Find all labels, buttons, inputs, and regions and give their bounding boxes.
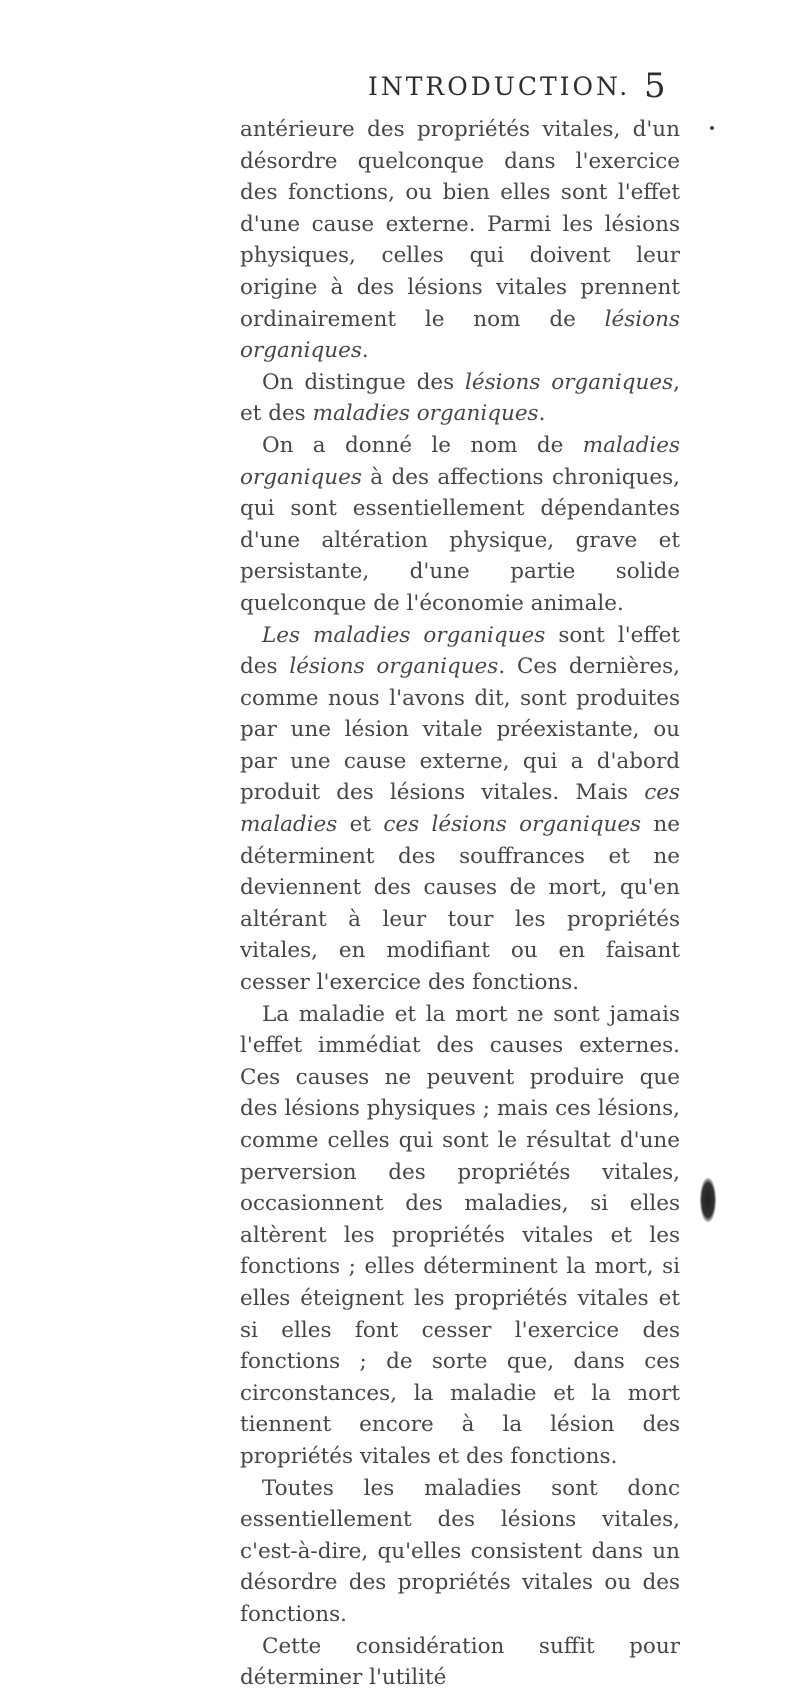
- italic-term: maladies organiques: [240, 432, 680, 490]
- page-header: [0, 68, 801, 108]
- text-run: On distingue des: [262, 369, 466, 395]
- italic-term: lésions organiques: [465, 369, 674, 395]
- text-run: antérieure des propriétés vitales, d'un désordre quelconque dans l'exercice des fonctions, ou bien elles sont l'effet d'une cause externe. Parmi les lésions physiques, celles qui doivent leur origine à des lésions vitales prennent ordinairement le nom de: [240, 117, 680, 332]
- text-run: La maladie et la mort ne sont jamais l'effet immédiat des causes externes. Ces causes ne peuvent produire que des lésions physiques ; mais ces lésions, comme celles qui sont le résultat d'une perversion des propriétés vitales, occasionnent des maladies, si elles altèrent les propriétés vitales et les fonctions ; elles déterminent la mort, si elles éteignent les propriétés vitales et si elles font cesser l'exercice des fonctions ; de sorte que, dans ces circonstances, la maladie et la mort tiennent encore à la lésion des propriétés vitales et des fonctions.: [240, 1001, 680, 1469]
- text-run: , et des: [240, 369, 680, 427]
- paragraph: [240, 1473, 680, 1631]
- italic-term: lésions organiques: [289, 654, 499, 680]
- italic-term: lésions organiques: [240, 306, 680, 364]
- body-text: [240, 114, 680, 1694]
- text-run: On a donné le nom de: [262, 432, 583, 458]
- text-run: .: [361, 338, 369, 364]
- italic-term: ces lésions organiques: [383, 812, 642, 838]
- paragraph: [240, 367, 680, 430]
- text-run: Toutes les maladies sont donc essentiellement des lésions vitales, c'est-à-dire, qu'elles consistent dans un désordre des propriétés vitales ou des fonctions.: [240, 1475, 680, 1627]
- paragraph: [240, 1631, 680, 1694]
- text-run: . Ces dernières, comme nous l'avons dit, sont produites par une lésion vitale préexistante, ou par une cause externe, qui a d'abord produit des lésions vitales. Mais: [240, 654, 681, 806]
- running-head: INTRODUCTION.: [368, 72, 631, 101]
- paragraph: [240, 430, 680, 620]
- text-run: Cette considération suffit pour déterminer l'utilité: [240, 1633, 680, 1691]
- italic-term: ces maladies: [240, 780, 680, 838]
- margin-mark: [710, 126, 714, 130]
- paragraph: [240, 114, 680, 367]
- text-run: sont l'effet des: [240, 622, 680, 680]
- paragraph: [240, 999, 680, 1473]
- text-run: à des affections chroniques, qui sont essentiellement dépendantes d'une altération physique, grave et persistante, d'une partie solide quelconque de l'économie animale.: [240, 464, 680, 616]
- paragraph: [240, 620, 680, 999]
- text-run: ne déterminent des souffrances et ne deviennent des causes de mort, qu'en altérant à leur tour les propriétés vitales, en modifiant ou en faisant cesser l'exercice des fonctions.: [240, 812, 680, 996]
- text-run: .: [538, 401, 546, 427]
- ink-blot: [700, 1178, 716, 1222]
- page-number: 5: [644, 66, 666, 106]
- italic-term: Les maladies organiques: [262, 622, 546, 648]
- italic-term: maladies organiques: [312, 401, 539, 427]
- text-run: et: [337, 812, 384, 838]
